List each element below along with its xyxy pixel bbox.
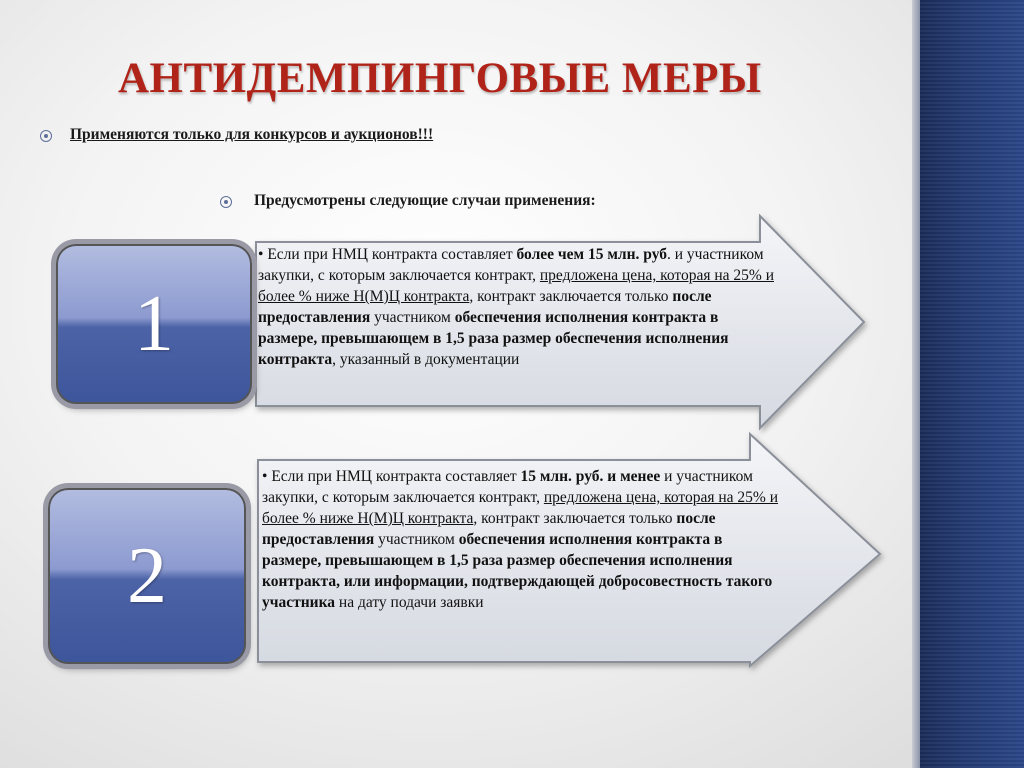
case-2-part: и участником закупки, с которым заключается контракт, [262,468,753,506]
case-1-threshold: более чем 15 млн. руб [516,246,667,263]
cases-intro: Предусмотрены следующие случаи применения: [254,192,596,209]
case-1-after: после предоставления [258,288,712,326]
scope-note: Применяются только для конкурсов и аукционов!!! [70,126,434,143]
case-2-part: Если при НМЦ контракта составляет [271,468,521,485]
case-1-part: участником [370,309,455,326]
case-1-part: . и участником закупки, с которым заключается контракт, [258,246,764,284]
bullet-icon [220,196,232,208]
case-2-after: после предоставления [262,510,716,548]
slide-title: АНТИДЕМПИНГОВЫЕ МЕРЫ [118,55,762,102]
side-decor-panel [912,0,1024,768]
case-2-text [262,466,782,613]
case-2-threshold: 15 млн. руб. и менее [520,468,661,485]
case-2-number-badge [48,488,246,664]
bullet-symbol: • [262,468,268,485]
bullet-icon [40,130,52,142]
case-1-security: обеспечения исполнения контракта в размере, превышающем в 1,5 раза размер обеспечения исполнения контракта [258,309,729,368]
bullet-symbol: • [258,246,264,263]
case-1-price-condition: предложена цена, которая на 25% и более % ниже Н(М)Ц контракта [258,267,774,305]
case-2-price-condition: предложена цена, которая на 25% и более % ниже Н(М)Ц контракта [262,489,778,527]
case-1-number-badge [56,244,252,404]
case-1-part: Если при НМЦ контракта составляет [267,246,517,263]
case-2-number: 2 [127,531,167,620]
case-2-security: обеспечения исполнения контракта в размере, превышающем в 1,5 раза размер обеспечения исполнения контракта, или информации, подтверждающей добросовестность такого участника [262,531,773,611]
case-1-text [258,244,778,370]
case-1-part: , контракт заключается только [469,288,673,305]
case-1-part: , указанный в документации [332,351,520,368]
case-2-part: , контракт заключается только [473,510,677,527]
case-1-number: 1 [134,279,174,368]
case-2-part: участником [374,531,459,548]
case-2-part: на дату подачи заявки [335,594,484,611]
